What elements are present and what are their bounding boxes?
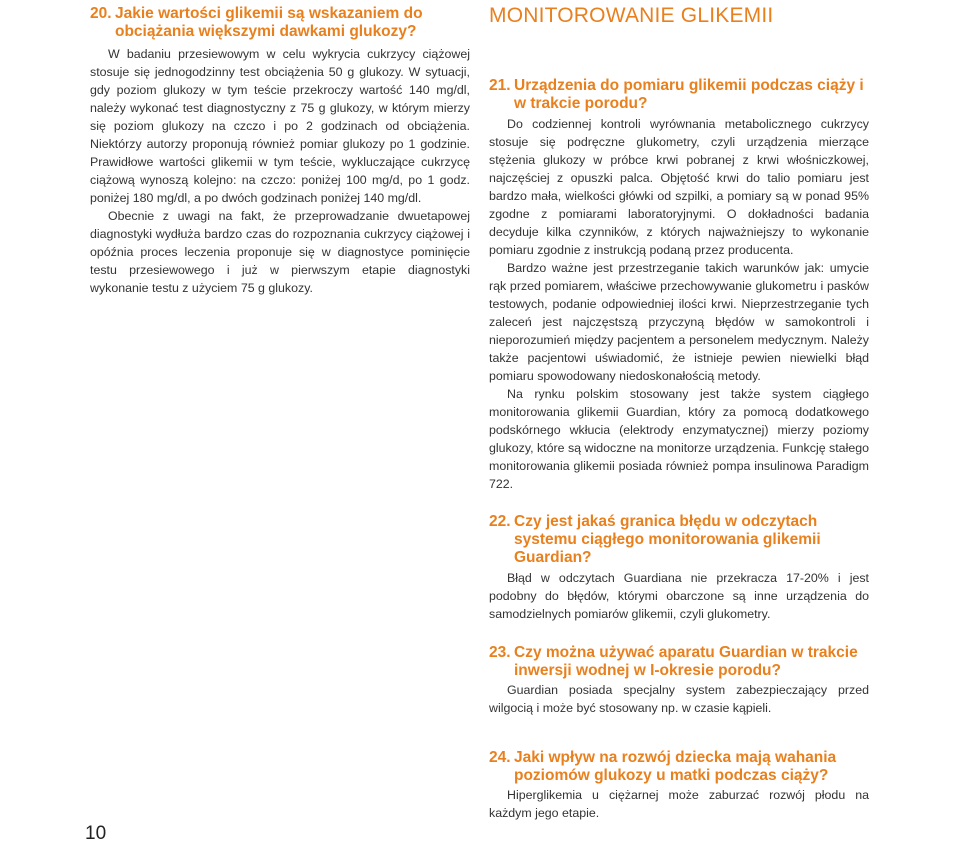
question-21-title: Urządzenia do pomiaru glikemii podczas ciąży i w trakcie porodu? [514,77,864,112]
question-23-number: 23. [489,644,511,661]
question-22-heading [489,513,869,567]
question-20-heading [90,5,470,41]
left-column [90,0,470,297]
question-24-paragraph-1: Hiperglikemia u ciężarnej może zaburzać rozwój płodu na każdym jego etapie. [489,788,869,820]
question-24-title: Jaki wpływ na rozwój dziecka mają wahania poziomów glukozy u matki podczas ciąży? [514,749,837,784]
question-21-paragraph-2: Bardzo ważne jest przestrzeganie takich warunków jak: umycie rąk przed pomiarem, właściwe przechowywanie glukometru i pasków testowych, podanie odpowiedniej ilości krwi. Nieprzestrzeganie tych zaleceń jest najczęstszą przyczyną błędów w samokontroli i nieporozumień między pacjentem a personelem medycznym. Należy także pacjentowi uświadomić, że istnieje pewien niewielki błąd pomiaru spowodowany niedoskonałością metody. [489,261,869,383]
question-23-title: Czy można używać aparatu Guardian w trakcie inwersji wodnej w I-okresie porodu? [514,644,858,679]
question-23-heading [489,644,869,680]
question-22-title: Czy jest jakaś granica błędu w odczytach systemu ciągłego monitorowania glikemii Guardian? [514,513,821,566]
question-22-number: 22. [489,513,511,530]
question-20-title: Jakie wartości glikemii są wskazaniem do obciążania większymi dawkami glukozy? [115,5,423,40]
question-23-paragraph-1: Guardian posiada specjalny system zabezpieczający przed wilgocią i może być stosowany np. w czasie kąpieli. [489,683,869,715]
question-20-paragraph-1: W badaniu przesiewowym w celu wykrycia cukrzycy ciążowej stosuje się jednogodzinny test obciążenia 50 g glukozy. W sytuacji, gdy poziom glukozy w tym teście przekroczy wartość 140 mg/dl, należy wykonać test diagnostyczny z 75 g glukozy, w którym mierzy się poziom glukozy na czczo i po 2 godzinach od obciążenia. Niektórzy autorzy proponują również pomiar glukozy po 1 godzinie. Prawidłowe wartości glikemii w tym teście, wykluczające cukrzycę ciążową wynoszą kolejno: na czczo: poniżej 100 mg/d, po 1 godz. poniżej 180 mg/dl, a po dwóch godzinach poniżej 140 mg/dl. [90,47,470,205]
question-21-number: 21. [489,77,511,94]
question-20-paragraph-2: Obecnie z uwagi na fakt, że przeprowadzanie dwuetapowej diagnostyki wydłuża bardzo czas do rozpoznania cukrzycy ciążowej i opóźnia proces leczenia proponuje się w diagnostyce pominięcie testu przesiewowego i już w pierwszym etapie diagnostyki wykonanie testu z użyciem 75 g glukozy. [90,209,470,295]
question-21-paragraph-3: Na rynku polskim stosowany jest także system ciągłego monitorowania glikemii Guardian, który za pomocą dodatkowego podskórnego wkłucia (elektrody enzymatycznej) mierzy poziomy glukozy, które są widoczne na monitorze urządzenia. Funkcję stałego monitorowania glikemii posiada również pompa insulinowa Paradigm 722. [489,387,869,491]
page-number: 10 [85,823,107,844]
question-21-heading [489,77,869,113]
question-24-number: 24. [489,749,511,766]
right-column [489,0,869,822]
question-20-number: 20. [90,5,112,22]
question-21-paragraph-1: Do codziennej kontroli wyrównania metabolicznego cukrzycy stosuje się podręczne glukometry, czyli urządzenia mierzące stężenia glukozy w próbce krwi pobranej z krwi włośniczkowej, najczęściej z opuszki palca. Objętość krwi do talio pomiaru jest bardzo mała, wielkości główki od szpilki, a pomiary są w ponad 95% zgodne z pomiarami laboratoryjnymi. O dokładności badania decyduje kilka czynników, z których najważniejszy to wykonanie pomiaru zgodnie z instrukcją podaną przez producenta. [489,117,869,257]
section-title: MONITOROWANIE GLIKEMII [489,4,774,27]
question-22-paragraph-1: Błąd w odczytach Guardiana nie przekracza 17-20% i jest podobny do błędów, którymi obarczone są inne urządzenia do samodzielnych pomiarów glikemii, czyli glukometry. [489,571,869,621]
question-24-heading [489,749,869,785]
